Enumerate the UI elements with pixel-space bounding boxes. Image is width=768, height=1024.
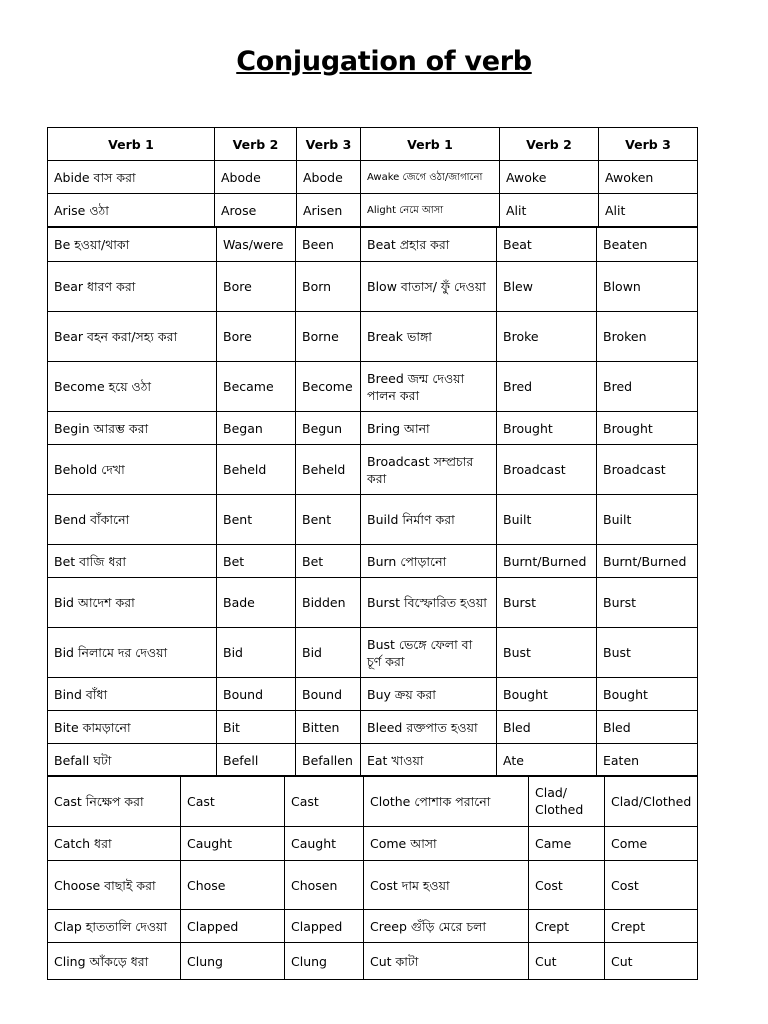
- table-cell: Born: [296, 262, 361, 312]
- table-cell: Built: [497, 495, 597, 545]
- table-cell: Burn পোড়ানো: [361, 545, 497, 578]
- table-cell: Bind বাঁধা: [48, 678, 217, 711]
- table-cell: Beat: [497, 228, 597, 262]
- table-cell: Bend বাঁকানো: [48, 495, 217, 545]
- table-row: [48, 861, 698, 910]
- table-cell: Broadcast: [597, 445, 698, 495]
- table-cell: Behold দেখা: [48, 445, 217, 495]
- table-cell: Cling আঁকড়ে ধরা: [48, 943, 181, 980]
- table-cell: Build নির্মাণ করা: [361, 495, 497, 545]
- table-cell: Bust: [597, 628, 698, 678]
- table-cell: Arisen: [297, 194, 361, 227]
- table-cell: Brought: [497, 412, 597, 445]
- table-cell: Bore: [217, 262, 296, 312]
- table-row: [48, 161, 698, 194]
- table-cell: Come: [605, 827, 698, 861]
- table-cell: Bore: [217, 312, 296, 362]
- table-cell: Burst বিস্ফোরিত হওয়া: [361, 578, 497, 628]
- table-cell: Bit: [217, 711, 296, 744]
- table-cell: Blew: [497, 262, 597, 312]
- table-cell: Alight নেমে আসা: [361, 194, 500, 227]
- table-cell: Come আসা: [364, 827, 529, 861]
- table-row: [48, 827, 698, 861]
- table-row: [48, 495, 698, 545]
- header-row: [48, 128, 698, 161]
- table-row: [48, 194, 698, 227]
- table-cell: Bound: [217, 678, 296, 711]
- table-cell: Bled: [497, 711, 597, 744]
- table-cell: Chose: [181, 861, 285, 910]
- table-row: [48, 262, 698, 312]
- header-cell: Verb 3: [599, 128, 698, 161]
- table-cell: Clapped: [181, 910, 285, 943]
- table-row: [48, 312, 698, 362]
- table-cell: Built: [597, 495, 698, 545]
- table-cell: Bidden: [296, 578, 361, 628]
- verb-table-c: [47, 775, 698, 980]
- table-cell: Bought: [497, 678, 597, 711]
- table-cell: Abode: [215, 161, 297, 194]
- table-cell: Break ভাঙ্গা: [361, 312, 497, 362]
- table-cell: Cost: [529, 861, 605, 910]
- table-cell: Bid: [217, 628, 296, 678]
- table-cell: Cut: [605, 943, 698, 980]
- table-row: [48, 412, 698, 445]
- table-cell: Clap হাততালি দেওয়া: [48, 910, 181, 943]
- page-title: Conjugation of verb: [236, 46, 532, 77]
- table-cell: Bid নিলামে দর দেওয়া: [48, 628, 217, 678]
- table-cell: Creep গুঁড়ি মেরে চলা: [364, 910, 529, 943]
- table-cell: Clad/Clothed: [605, 776, 698, 827]
- verb-table-top: [47, 127, 698, 227]
- table-cell: Begin আরম্ভ করা: [48, 412, 217, 445]
- table-cell: Catch ধরা: [48, 827, 181, 861]
- table-row: [48, 910, 698, 943]
- table-cell: Bled: [597, 711, 698, 744]
- table-cell: Crept: [605, 910, 698, 943]
- table-cell: Cast নিক্ষেপ করা: [48, 776, 181, 827]
- table-cell: Bust: [497, 628, 597, 678]
- table-cell: Eaten: [597, 744, 698, 777]
- table-cell: Became: [217, 362, 296, 412]
- table-cell: Become: [296, 362, 361, 412]
- table-row: [48, 578, 698, 628]
- table-cell: Breed জন্ম দেওয়া পালন করা: [361, 362, 497, 412]
- table-cell: Eat খাওয়া: [361, 744, 497, 777]
- table-cell: Borne: [296, 312, 361, 362]
- table-row: [48, 228, 698, 262]
- header-cell: Verb 3: [297, 128, 361, 161]
- table-cell: Bid: [296, 628, 361, 678]
- table-cell: Bust ভেঙ্গে ফেলা বা চূর্ণ করা: [361, 628, 497, 678]
- table-row: [48, 776, 698, 827]
- table-cell: Bred: [497, 362, 597, 412]
- table-cell: Was/were: [217, 228, 296, 262]
- table-cell: Caught: [285, 827, 364, 861]
- table-cell: Blown: [597, 262, 698, 312]
- table-cell: Bent: [296, 495, 361, 545]
- verb-table-b: [47, 227, 698, 777]
- table-cell: Clapped: [285, 910, 364, 943]
- table-row: [48, 445, 698, 495]
- table-cell: Buy ক্রয় করা: [361, 678, 497, 711]
- table-cell: Bet বাজি ধরা: [48, 545, 217, 578]
- table-cell: Bear বহন করা/সহ্য করা: [48, 312, 217, 362]
- table-cell: Been: [296, 228, 361, 262]
- table-cell: Choose বাছাই করা: [48, 861, 181, 910]
- table-cell: Burnt/Burned: [597, 545, 698, 578]
- table-cell: Begun: [296, 412, 361, 445]
- table-cell: Bite কামড়ানো: [48, 711, 217, 744]
- table-cell: Chosen: [285, 861, 364, 910]
- table-cell: Bring আনা: [361, 412, 497, 445]
- table-cell: Beaten: [597, 228, 698, 262]
- table-row: [48, 628, 698, 678]
- table-cell: Brought: [597, 412, 698, 445]
- table-cell: Awake জেগে ওঠা/জাগানো: [361, 161, 500, 194]
- table-cell: Clung: [285, 943, 364, 980]
- table-cell: Cut: [529, 943, 605, 980]
- table-cell: Awoke: [500, 161, 599, 194]
- table-cell: Bleed রক্তপাত হওয়া: [361, 711, 497, 744]
- header-cell: Verb 1: [48, 128, 215, 161]
- table-cell: Broadcast: [497, 445, 597, 495]
- table-row: [48, 678, 698, 711]
- header-cell: Verb 2: [215, 128, 297, 161]
- table-cell: Broadcast সম্প্রচার করা: [361, 445, 497, 495]
- table-cell: Bitten: [296, 711, 361, 744]
- table-cell: Bent: [217, 495, 296, 545]
- table-cell: Ate: [497, 744, 597, 777]
- table-cell: Bid আদেশ করা: [48, 578, 217, 628]
- table-cell: Caught: [181, 827, 285, 861]
- table-cell: Beheld: [217, 445, 296, 495]
- table-cell: Awoken: [599, 161, 698, 194]
- table-cell: Broke: [497, 312, 597, 362]
- table-cell: Bred: [597, 362, 698, 412]
- table-cell: Cost দাম হওয়া: [364, 861, 529, 910]
- header-cell: Verb 2: [500, 128, 599, 161]
- table-row: [48, 545, 698, 578]
- table-cell: Clung: [181, 943, 285, 980]
- table-cell: Cost: [605, 861, 698, 910]
- table-cell: Cast: [285, 776, 364, 827]
- table-cell: Alit: [599, 194, 698, 227]
- table-cell: Befell: [217, 744, 296, 777]
- table-cell: Cut কাটা: [364, 943, 529, 980]
- table-cell: Arise ওঠা: [48, 194, 215, 227]
- table-cell: Began: [217, 412, 296, 445]
- table-cell: Bet: [296, 545, 361, 578]
- table-cell: Clad/ Clothed: [529, 776, 605, 827]
- table-cell: Blow বাতাস/ ফুঁ দেওয়া: [361, 262, 497, 312]
- header-cell: Verb 1: [361, 128, 500, 161]
- table-cell: Arose: [215, 194, 297, 227]
- table-cell: Broken: [597, 312, 698, 362]
- table-cell: Burst: [597, 578, 698, 628]
- table-cell: Burnt/Burned: [497, 545, 597, 578]
- table-cell: Beat প্রহার করা: [361, 228, 497, 262]
- table-cell: Become হয়ে ওঠা: [48, 362, 217, 412]
- table-cell: Cast: [181, 776, 285, 827]
- table-cell: Abide বাস করা: [48, 161, 215, 194]
- table-row: [48, 362, 698, 412]
- table-cell: Befall ঘটা: [48, 744, 217, 777]
- table-cell: Abode: [297, 161, 361, 194]
- table-cell: Came: [529, 827, 605, 861]
- table-row: [48, 744, 698, 777]
- table-cell: Be হওয়া/থাকা: [48, 228, 217, 262]
- table-cell: Bear ধারণ করা: [48, 262, 217, 312]
- table-cell: Befallen: [296, 744, 361, 777]
- table-row: [48, 711, 698, 744]
- table-cell: Bound: [296, 678, 361, 711]
- table-cell: Bought: [597, 678, 698, 711]
- table-cell: Burst: [497, 578, 597, 628]
- table-cell: Clothe পোশাক পরানো: [364, 776, 529, 827]
- table-cell: Crept: [529, 910, 605, 943]
- table-cell: Alit: [500, 194, 599, 227]
- table-cell: Beheld: [296, 445, 361, 495]
- table-cell: Bade: [217, 578, 296, 628]
- table-cell: Bet: [217, 545, 296, 578]
- table-row: [48, 943, 698, 980]
